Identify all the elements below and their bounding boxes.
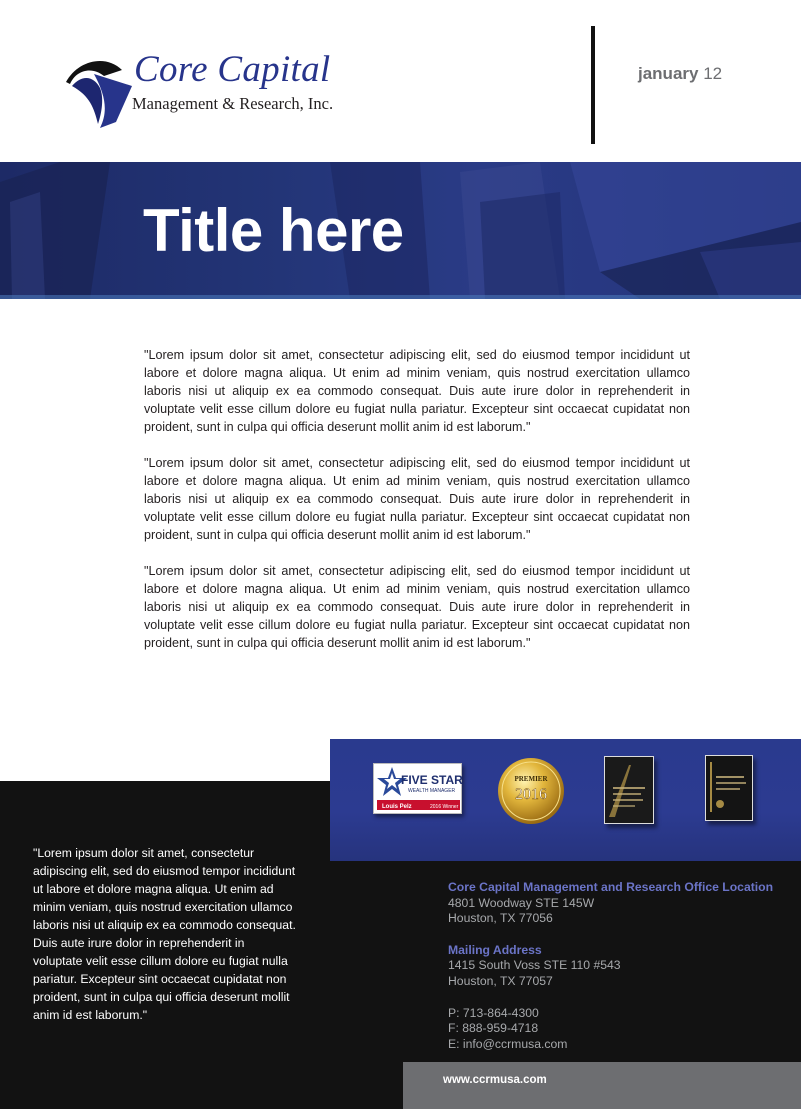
company-logo <box>64 46 344 130</box>
paragraph: "Lorem ipsum dolor sit amet, consectetur adipiscing elit, sed do eiusmod tempor incididunt ut labore et dolore magna aliqua. Ut enim ad minim veniam, quis nostrud exercitation ullamco laboris nisi ut aliquip ex ea commodo consequat. Duis aute irure dolor in reprehenderit in voluptate velit esse cillum dolore eu fugiat nulla pariatur. Excepteur sint occaecat cupidatat non proident, sunt in culpa qui officia deserunt mollit anim id est laborum." <box>144 348 690 434</box>
mailing-address-line: 1415 South Voss STE 110 #543 <box>448 958 621 973</box>
date-day: 12 <box>703 64 723 83</box>
mailing-address-heading: Mailing Address <box>448 942 542 957</box>
office-location-heading: Core Capital Management and Research Office Location <box>448 880 774 894</box>
title-banner <box>0 162 801 299</box>
paragraph: "Lorem ipsum dolor sit amet, consectetur adipiscing elit, sed do eiusmod tempor incididunt ut labore et dolore magna aliqua. Ut enim ad minim veniam, quis nostrud exercitation ullamco laboris nisi ut aliquip ex ea commodo consequat. Duis aute irure dolor in reprehenderit in voluptate velit esse cillum dolore eu fugiat nulla pariatur. Excepteur sint occaecat cupidatat non proident, sunt in culpa qui officia deserunt mollit anim id est laborum." <box>144 564 690 650</box>
five-star-award-badge <box>373 763 462 814</box>
svg-text:FIVE STAR: FIVE STAR <box>401 773 463 787</box>
paragraph: "Lorem ipsum dolor sit amet, consectetur adipiscing elit, sed do eiusmod tempor incididunt ut labore et dolore magna aliqua. Ut enim ad minim veniam, quis nostrud exercitation ullamco laboris nisi ut aliquip ex ea commodo consequat. Duis aute irure dolor in reprehenderit in voluptate velit esse cillum dolore eu fugiat nulla pariatur. Excepteur sint occaecat cupidatat non proident, sunt in culpa qui officia deserunt mollit anim id est laborum." <box>144 456 690 542</box>
contact-info <box>448 880 793 1052</box>
svg-text:Louis Pelz: Louis Pelz <box>382 804 412 810</box>
phone-number: P: 713-864-4300 <box>448 1005 539 1020</box>
body-content <box>144 346 690 670</box>
office-address-line: Houston, TX 77056 <box>448 911 553 926</box>
footer-quote: "Lorem ipsum dolor sit amet, consectetur adipiscing elit, sed do eiusmod tempor incididunt ut labore et dolore magna aliqua. Ut enim ad minim veniam, quis nostrud exercitation ullamco laboris nisi ut aliquip ex ea commodo consequat. Duis aute irure dolor in reprehenderit in voluptate velit esse cillum dolore eu fugiat nulla pariatur. Excepteur sint occaecat cupidatat non proident, sunt in culpa qui officia deserunt mollit anim id est laborum." <box>33 846 296 1022</box>
date-month: january <box>638 64 699 83</box>
website-link[interactable]: www.ccrmusa.com <box>443 1074 547 1086</box>
svg-text:2016: 2016 <box>515 786 547 803</box>
company-name: Core Capital <box>134 49 331 90</box>
website-bar <box>403 1062 801 1109</box>
award-magazine-cover <box>705 755 753 821</box>
mailing-address-line: Houston, TX 77057 <box>448 973 553 988</box>
svg-text:WEALTH MANAGER: WEALTH MANAGER <box>408 788 456 794</box>
page-title: Title here <box>143 197 404 264</box>
award-magazine-cover <box>604 756 654 824</box>
svg-text:2016 Winner: 2016 Winner <box>430 804 459 810</box>
email-address[interactable]: E: info@ccrmusa.com <box>448 1036 568 1051</box>
issue-date <box>638 64 722 84</box>
svg-text:PREMIER: PREMIER <box>514 775 548 783</box>
logo-swoosh-icon <box>64 52 134 128</box>
fax-number: F: 888-959-4718 <box>448 1021 539 1036</box>
premier-2016-seal <box>497 757 565 825</box>
office-address-line: 4801 Woodway STE 145W <box>448 895 595 910</box>
header-divider <box>591 26 595 144</box>
company-subtitle: Management & Research, Inc. <box>132 94 334 113</box>
awards-strip <box>330 739 801 861</box>
